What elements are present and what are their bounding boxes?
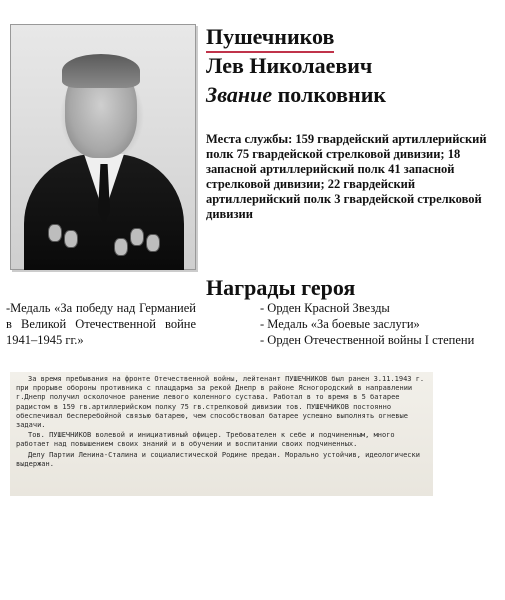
service-places [206,132,496,222]
awards-right-column [260,300,500,348]
award-item: - Медаль «За боевые заслуги» [260,317,420,331]
award-item: - Орден Красной Звезды [260,301,390,315]
medal-icon [48,224,62,242]
awards-title: Награды героя [206,275,356,300]
hero-rank [206,82,386,108]
award-item: - Орден Отечественной войны I степени [260,333,475,347]
service-label: Места службы: [206,132,293,146]
archival-document-scan [10,372,433,496]
service-text: 159 гвардейский артиллерийский полк 75 гвардейской стрелковой дивизии; 18 запасной артиллерийский полк 41 запасной стрелковой дивизии; 22 гвардейский артиллерийский полк 3 гвардейской стрелковой дивизии [206,132,487,221]
hero-given-names: Лев Николаевич [206,53,373,78]
rank-label: Звание [206,82,273,107]
hero-surname: Пушечников [206,24,334,53]
medal-icon [130,228,144,246]
awards-left-column: -Медаль «За победу над Германией в Великой Отечественной войне 1941–1945 гг.» [6,301,196,347]
hero-portrait-photo [10,24,196,270]
rank-value: полковник [277,82,387,107]
medal-icon [114,238,128,256]
document-paragraph: Тов. ПУШЕЧНИКОВ волевой и инициативный офицер. Требователен к себе и подчиненным, много работает над повышением своих знаний и в обучении и воспитании своих подчиненных. [16,431,395,449]
document-paragraph: Делу Партии Ленина-Сталина и социалистической Родине предан. Морально устойчив, идеологически выдержан. [16,450,420,468]
medal-icon [64,230,78,248]
document-paragraph: За время пребывания на фронте Отечественной войны, лейтенант ПУШЕЧНИКОВ был ранен 3.11.1943 г. при прорыве обороны противника с плацдарма за рекой Днепр в районе Ясногородский в направлении г.Днепр получил осколочное ранение левого коленного сустава. Работал в то время в 5 батарее радистом в 159 гв.артиллерийском полку 75 гв.стрелковой дивизии тов. ПУШЕЧНИКОВ постоянно обеспечивал бесперебойной связью батарею, чем способствовал батарее успешно выполнять огневые задачи. [16,375,425,430]
hair-shape [62,54,140,88]
medal-icon [146,234,160,252]
